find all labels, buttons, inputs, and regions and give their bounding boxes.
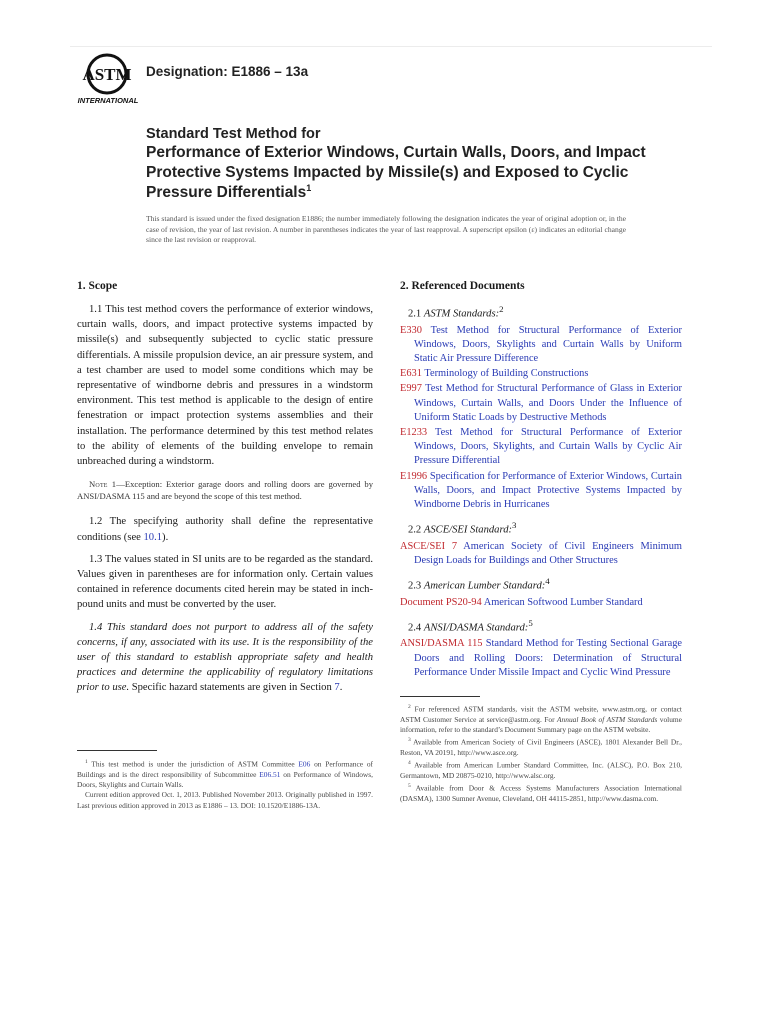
note-1 [77, 479, 373, 502]
ref-e997[interactable] [400, 382, 682, 425]
lumber-standard-subheading [400, 574, 682, 594]
ref-code[interactable]: ANSI/DASMA 115 [400, 638, 483, 650]
committee-e06-link[interactable]: E06 [298, 759, 311, 769]
title-prefix: Standard Test Method for [146, 126, 321, 142]
footnote-2-text-a: For referenced ASTM standards, visit the ASTM website, www.astm.org, or contact ASTM Customer Service at service@astm.org. For [400, 704, 682, 724]
ref-code[interactable]: E1996 [400, 470, 428, 482]
scope-1-1: 1.1 This test method covers the performance of exterior windows, curtain walls, doors, and impact protective systems impacted by missile(s) and subsequently subjected to cyclic static pressure differentials. A missile propulsion device, an air pressure system, and a test chamber are used to model some conditions which may be representative of windborne debris and pressures in a windstorm environment. This test method is applicable to the design of entire fenestration or impact protection systems assemblies and their installation. The performance determined by this test method relates to the ability of elements of the building envelope to remain unbreached during a windstorm. [77, 304, 373, 468]
logo-letters: ASTM [82, 65, 132, 84]
sub-2-2-number: 2.2 [407, 524, 422, 536]
ref-e1233[interactable] [400, 426, 682, 469]
footnote-2-mark: 2 [408, 704, 411, 710]
footnote-1-text-a: This test method is under the jurisdiction of ASTM Committee [87, 759, 299, 769]
footnote-1-text-b: on Performance of Buildings and is the direct responsibility of Subcommittee [77, 759, 373, 779]
footnote-4 [400, 758, 682, 781]
sub-2-3-number: 2.3 [407, 580, 422, 592]
ref-e330[interactable] [400, 324, 682, 367]
scope-1-4 [77, 620, 373, 696]
annual-book-title: Annual Book of ASTM Standards [557, 714, 658, 724]
sub-2-4-footnote-mark[interactable]: 5 [528, 617, 533, 628]
footnote-4-text: Available from American Lumber Standard Committee, Inc. (ALSC), P.O. Box 210, Germantown, MD 20875-0210, http://www.alsc.org. [400, 760, 682, 781]
ref-text[interactable]: Standard Method for Testing Sectional Garage Doors and Rolling Doors: Determination of Structural Performance Under Missile Impact and Cyclic Wind Pressure [414, 638, 683, 678]
ref-text[interactable]: Specification for Performance of Exterior Windows, Curtain Walls, Doors, and Impact Protective Systems Impacted by Windborne Debris in Hurricanes [414, 470, 682, 510]
note-label: Note 1 [89, 479, 117, 490]
title-text: Performance of Exterior Windows, Curtain Walls, Doors, and Impact Protective Systems Impacted by Missile(s) and Exposed to Cyclic Pressure Differentials [146, 144, 646, 201]
footnote-4-mark: 4 [408, 760, 411, 767]
scope-1-2-text: 1.2 The specifying authority shall define the representative conditions (see [77, 516, 373, 543]
ref-code[interactable]: Document PS20-94 [400, 596, 482, 608]
ref-text[interactable]: American Softwood Lumber Standard [481, 596, 643, 608]
title-footnote-mark[interactable]: 1 [306, 182, 312, 193]
asce-standard-subheading [400, 518, 682, 538]
ref-code[interactable]: E997 [400, 383, 422, 395]
referenced-documents-section [400, 280, 682, 681]
footnote-5-text: Available from Door & Access Systems Manufacturers Association International (DASMA), 1300 Sumner Avenue, Cleveland, OH 44115-2851, http://www.dasma.com. [400, 783, 682, 804]
scope-1-2-end: ). [162, 531, 169, 543]
ref-e631[interactable] [400, 367, 682, 381]
section-10-1-link[interactable]: 10.1 [143, 531, 163, 543]
scope-heading: 1. Scope [77, 280, 118, 292]
sub-2-1-label: ASTM Standards: [423, 308, 500, 320]
footnote-5-mark: 5 [408, 783, 411, 790]
astm-logo-mark [77, 52, 139, 106]
document-title [146, 143, 666, 203]
ref-asce-sei-7[interactable] [400, 540, 682, 568]
issuance-note: This standard is issued under the fixed designation E1886; the number immediately following the designation indicates the year of original adoption or, in the case of revision, the year of last revision. A number in parentheses indicates the year of last reapproval. A superscript epsilon (ε) indicates an editorial change since the last revision or reapproval. [146, 214, 626, 245]
subcommittee-e06-51-link[interactable]: E06.51 [259, 769, 281, 779]
ref-text[interactable]: Test Method for Structural Performance of Exterior Windows, Doors, Skylights, and Curtain Walls by Cyclic Air Pressure Differential [414, 426, 682, 467]
footnote-5 [400, 781, 682, 804]
footnote-3-text: Available from American Society of Civil Engineers (ASCE), 1801 Alexander Bell Dr., Reston, VA 20191, http://www.asce.org. [400, 737, 682, 758]
logo-caption: INTERNATIONAL [77, 96, 139, 105]
footnote-3-mark: 3 [408, 737, 411, 744]
ref-text[interactable]: Test Method for Structural Performance of Glass in Exterior Windows, Curtain Walls, and Doors Under the Influence of Uniform Static Loads by Destructive Methods [414, 383, 682, 423]
footnotes-right [400, 702, 682, 805]
footnote-rule-right [400, 696, 480, 697]
scope-1-3: 1.3 The values stated in SI units are to be regarded as the standard. Values given in parentheses are for information only. Certain values contained in reference documents cited herein may be stated in inch-pound units and must be converted by the user. [77, 553, 373, 611]
sub-2-4-label: ANSI/DASMA Standard: [423, 622, 529, 634]
ref-ps20-94[interactable] [400, 596, 682, 610]
safety-statement: 1.4 This standard does not purport to address all of the safety concerns, if any, associated with its use. It is the responsibility of the user of this standard to establish appropriate safety and health practices and determine the applicability of regulatory limitations prior to use. [77, 621, 373, 694]
ref-code[interactable]: E1233 [400, 426, 428, 438]
scope-1-4-tail: Specific hazard statements are given in Section [129, 682, 335, 694]
note-text: —Exception: Exterior garage doors and rolling doors are governed by ANSI/DASMA 115 and are beyond the scope of this test method. [77, 479, 374, 501]
scope-section [77, 280, 373, 703]
designation: Designation: E1886 – 13a [146, 64, 309, 79]
ref-code[interactable]: E631 [400, 368, 422, 380]
scope-1-2 [77, 514, 373, 544]
sub-2-1-number: 2.1 [407, 308, 422, 320]
top-rule [70, 46, 712, 47]
scope-1-4-end: . [339, 682, 343, 694]
references-heading: 2. Referenced Documents [400, 280, 525, 292]
footnote-rule-left [77, 750, 157, 751]
ref-ansi-dasma-115[interactable] [400, 637, 682, 680]
sub-2-1-footnote-mark[interactable]: 2 [499, 304, 504, 314]
footnote-1-mark: 1 [85, 759, 88, 765]
footnote-1-text-c: on Performance of Windows, Doors, Skylights and Curtain Walls. [77, 769, 373, 790]
title-block [146, 126, 666, 203]
footnote-1 [77, 757, 373, 790]
footnote-2-text-b: volume information, refer to the standard’s Document Summary page on the ASTM website. [400, 714, 682, 735]
ref-text[interactable]: American Society of Civil Engineers Minimum Design Loads for Buildings and Other Structures [414, 540, 683, 566]
ref-code[interactable]: E330 [400, 324, 422, 336]
sub-2-2-label: ASCE/SEI Standard: [423, 524, 513, 536]
sub-2-3-label: American Lumber Standard: [423, 580, 546, 592]
sub-2-4-number: 2.4 [407, 622, 422, 634]
astm-logo [77, 52, 139, 106]
footnote-3 [400, 735, 682, 758]
footnotes-left [77, 757, 373, 811]
section-7-link[interactable]: 7 [334, 682, 340, 694]
dasma-standard-subheading [400, 616, 682, 636]
sub-2-3-footnote-mark[interactable]: 4 [545, 576, 550, 587]
ref-text[interactable]: Test Method for Structural Performance of Exterior Windows, Doors, Skylights and Curtain Walls by Uniform Static Air Pressure Difference [414, 324, 682, 364]
sub-2-2-footnote-mark[interactable]: 3 [512, 520, 517, 531]
footnote-1-edition: Current edition approved Oct. 1, 2013. Published November 2013. Originally published in 1997. Last previous edition approved in 2013 as E1886 – 13. DOI: 10.1520/E1886-13A. [77, 790, 373, 810]
footnote-2 [400, 702, 682, 735]
ref-e1996[interactable] [400, 470, 682, 513]
ref-code[interactable]: ASCE/SEI 7 [400, 540, 458, 552]
astm-standards-subheading [400, 302, 682, 322]
ref-text[interactable]: Terminology of Building Constructions [421, 368, 589, 380]
